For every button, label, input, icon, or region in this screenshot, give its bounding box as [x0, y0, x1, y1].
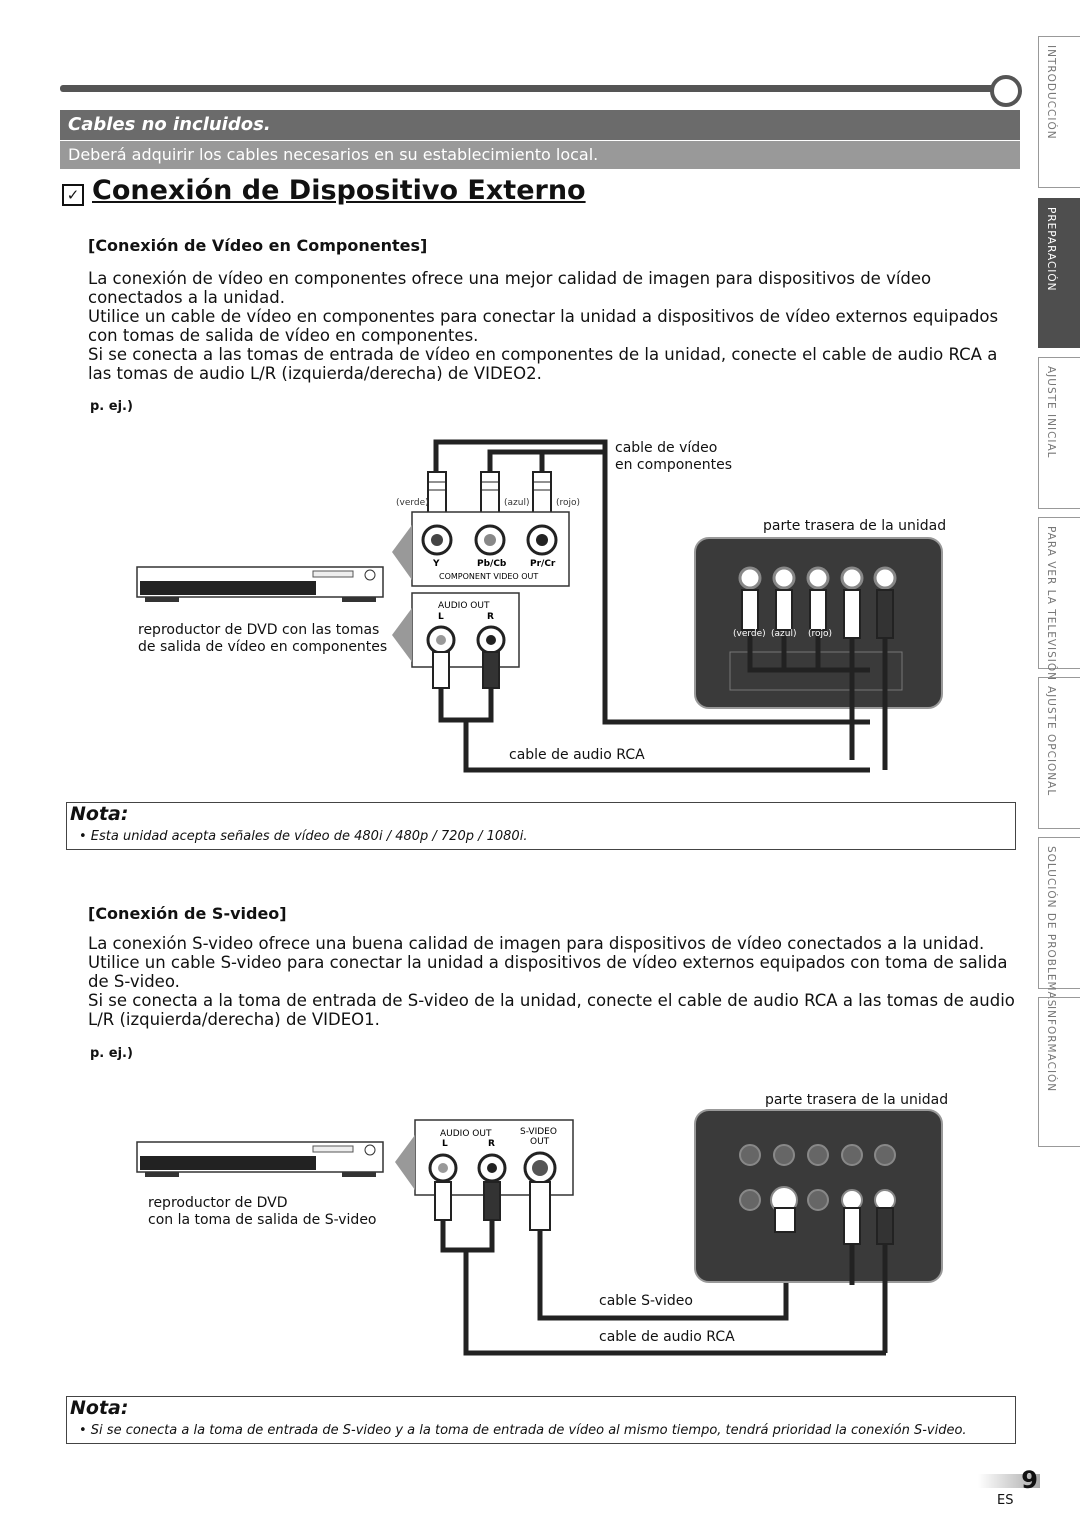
unit-azul-label: (azul) — [771, 629, 797, 639]
page-title-text: Conexión de Dispositivo Externo — [92, 175, 586, 206]
rojo-label: (rojo) — [556, 498, 581, 508]
nota-title: Nota: — [70, 1397, 129, 1419]
cables-note-title: Cables no incluidos. — [68, 114, 271, 135]
tab-label: PARA VER LA TELEVISIÓN — [1045, 526, 1057, 681]
cables-note-text-bar — [60, 141, 1020, 169]
svideo-paragraph: Si se conecta a la toma de entrada de S-video de la unidad, conecte el cable de audio RCA a las tomas de audio L/R (izquierda/derecha) de VIDEO1. — [88, 991, 1015, 1029]
nota-box — [66, 1396, 1016, 1444]
example-label: p. ej.) — [90, 399, 133, 414]
component-cable-label-line: cable de vídeo — [615, 440, 718, 456]
audio-l-label: L — [438, 612, 444, 622]
page-number-bar — [978, 1466, 1040, 1494]
tab-ajuste-inicial[interactable] — [1038, 357, 1080, 509]
header-rule — [60, 85, 995, 92]
prcr-jack-label: Pr/Cr — [530, 559, 556, 569]
svideo-out-label-1: S-VIDEO — [520, 1127, 557, 1137]
svideo-audio-l-label: L — [442, 1139, 448, 1149]
tab-label: INFORMACIÓN — [1045, 1006, 1057, 1093]
unit-rojo-label: (rojo) — [808, 629, 833, 639]
component-paragraphs — [88, 269, 1018, 383]
tab-para-ver-la-television[interactable] — [1038, 517, 1080, 681]
component-paragraph: Si se conecta a las tomas de entrada de vídeo en componentes de la unidad, conecte el cable de audio RCA a las tomas de audio L/R (izquierda/derecha) de VIDEO2. — [88, 345, 998, 383]
component-heading: [Conexión de Vídeo en Componentes] — [88, 236, 428, 255]
tab-introduccion[interactable] — [1038, 36, 1080, 188]
cables-note-text: Deberá adquirir los cables necesarios en su establecimiento local. — [68, 145, 599, 164]
audio-out-label: AUDIO OUT — [438, 601, 490, 611]
tab-informacion[interactable] — [1038, 997, 1080, 1147]
svideo-cable-label: cable S-video — [599, 1293, 693, 1309]
tab-label: SOLUCIÓN DE PROBLEMAS — [1045, 846, 1057, 1008]
nota-title: Nota: — [70, 803, 129, 825]
cables-note-title-bar — [60, 110, 1020, 140]
example-label: p. ej.) — [90, 1046, 133, 1061]
dvd-player-icon — [137, 567, 383, 602]
svideo-paragraphs — [88, 934, 1018, 1029]
svideo-paragraph: La conexión S-video ofrece una buena calidad de imagen para dispositivos de vídeo conectados a la unidad. — [88, 934, 985, 953]
arrow-icon — [392, 608, 412, 662]
component-cable-label-line: en componentes — [615, 457, 733, 473]
svideo-dvd-player-label-line: reproductor de DVD — [148, 1195, 288, 1211]
component-cable-label — [615, 440, 732, 474]
arrow-icon — [395, 1135, 415, 1190]
unit-verde-label: (verde) — [733, 629, 766, 639]
dvd-player-label-line: de salida de vídeo en componentes — [138, 639, 388, 655]
dvd-player-label — [138, 622, 387, 656]
tab-label: AJUSTE OPCIONAL — [1045, 686, 1057, 797]
checkbox-icon: ✓ — [62, 184, 84, 206]
tab-label: PREPARACIÓN — [1045, 207, 1057, 292]
component-connection-diagram — [130, 430, 960, 790]
svideo-out-label-2: OUT — [530, 1137, 550, 1147]
header-rule-knob — [990, 75, 1022, 107]
svideo-audio-r-label: R — [488, 1139, 495, 1149]
tab-label: AJUSTE INICIAL — [1045, 366, 1057, 459]
component-out-label: COMPONENT VIDEO OUT — [439, 572, 539, 581]
language-label: ES — [997, 1493, 1014, 1508]
arrow-icon — [392, 525, 412, 580]
pbcb-jack-label: Pb/Cb — [477, 559, 507, 569]
nota-text: • Esta unidad acepta señales de vídeo de 480i / 480p / 720p / 1080i. — [79, 829, 528, 844]
svideo-dvd-player-label — [148, 1195, 377, 1229]
dvd-player-label-line: reproductor de DVD con las tomas — [138, 622, 380, 638]
tab-ajuste-opcional[interactable] — [1038, 677, 1080, 829]
dvd-player-icon — [137, 1142, 383, 1177]
unit-rear-panel — [695, 538, 942, 770]
svideo-rear-unit-label: parte trasera de la unidad — [765, 1092, 949, 1108]
rear-unit-label: parte trasera de la unidad — [763, 518, 947, 534]
y-jack-label: Y — [433, 559, 440, 569]
verde-label: (verde) — [396, 498, 429, 508]
svideo-paragraph: Utilice un cable S-video para conectar la unidad a dispositivos de vídeo externos equipados con toma de salida de S-video. — [88, 953, 1008, 991]
nota-box — [66, 802, 1016, 850]
svideo-audio-cable-label: cable de audio RCA — [599, 1329, 735, 1345]
audio-r-label: R — [487, 612, 494, 622]
svideo-audio-out-label: AUDIO OUT — [440, 1129, 492, 1139]
audio-cable-label: cable de audio RCA — [509, 747, 645, 763]
azul-label: (azul) — [504, 498, 530, 508]
svideo-dvd-player-label-line: con la toma de salida de S-video — [148, 1212, 377, 1228]
component-paragraph: Utilice un cable de vídeo en componentes para conectar la unidad a dispositivos de vídeo externos equipados con tomas de salida de vídeo en componentes. — [88, 307, 999, 345]
svideo-heading: [Conexión de S-video] — [88, 904, 287, 923]
page-title — [62, 175, 586, 206]
page-number: 9 — [1021, 1466, 1038, 1494]
tab-solucion-de-problemas[interactable] — [1038, 837, 1080, 1008]
tab-preparacion[interactable] — [1038, 198, 1080, 348]
component-paragraph: La conexión de vídeo en componentes ofrece una mejor calidad de imagen para dispositivos de vídeo conectados a la unidad. — [88, 269, 932, 307]
tab-label: INTRODUCCIÓN — [1045, 45, 1057, 140]
svideo-connection-diagram — [130, 1100, 960, 1360]
nota-text: • Si se conecta a la toma de entrada de S-video y a la toma de entrada de vídeo al mismo tiempo, tendrá prioridad la conexión S-video. — [79, 1423, 967, 1438]
